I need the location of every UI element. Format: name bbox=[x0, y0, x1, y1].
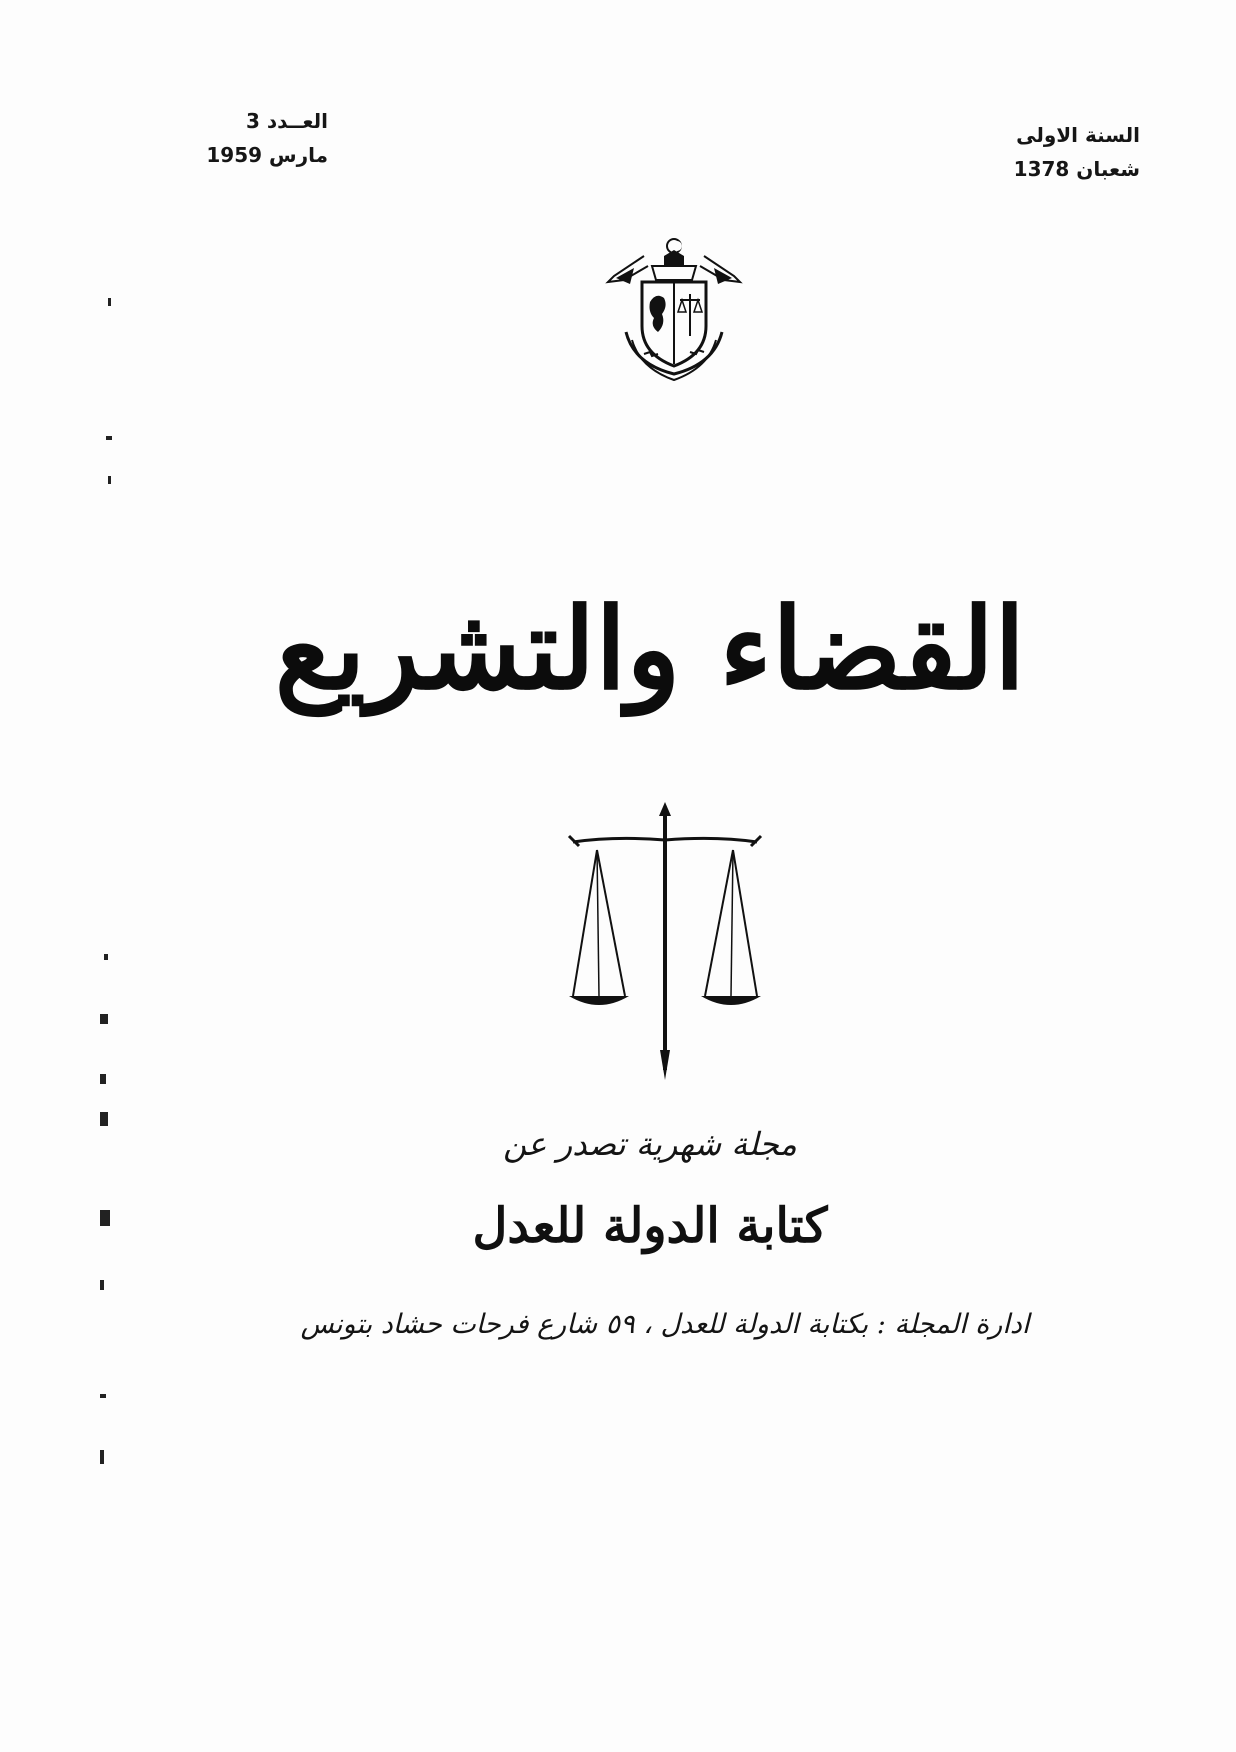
editorial-address: ادارة المجلة : بكتابة الدولة للعدل ، ٥٩ شارع فرحات حشاد بتونس bbox=[300, 1309, 1030, 1340]
scan-speck bbox=[108, 298, 111, 306]
issue-number: العــدد 3 bbox=[245, 109, 328, 133]
journal-subtitle: مجلة شهرية تصدر عن bbox=[503, 1125, 797, 1163]
scan-speck bbox=[100, 1014, 108, 1024]
journal-title: القضاء والتشريع bbox=[274, 584, 1026, 715]
scan-speck bbox=[104, 954, 108, 960]
publisher-name: كتابة الدولة للعدل bbox=[472, 1198, 828, 1254]
issue-date: مارس 1959 bbox=[206, 143, 328, 167]
year-label: السنة الاولى bbox=[1016, 123, 1140, 147]
scan-speck bbox=[100, 1394, 106, 1398]
scan-speck bbox=[108, 476, 111, 484]
issue-info bbox=[208, 104, 328, 172]
year-info bbox=[1000, 118, 1140, 186]
scan-speck bbox=[106, 436, 112, 440]
hijri-date: شعبان 1378 bbox=[1013, 157, 1140, 181]
coat-of-arms-icon bbox=[604, 236, 744, 386]
scales-of-justice-icon bbox=[565, 800, 765, 1090]
scan-speck bbox=[100, 1074, 106, 1084]
scan-speck bbox=[100, 1280, 104, 1290]
scan-speck bbox=[100, 1112, 108, 1126]
scan-speck bbox=[100, 1450, 104, 1464]
scan-speck bbox=[100, 1210, 110, 1226]
